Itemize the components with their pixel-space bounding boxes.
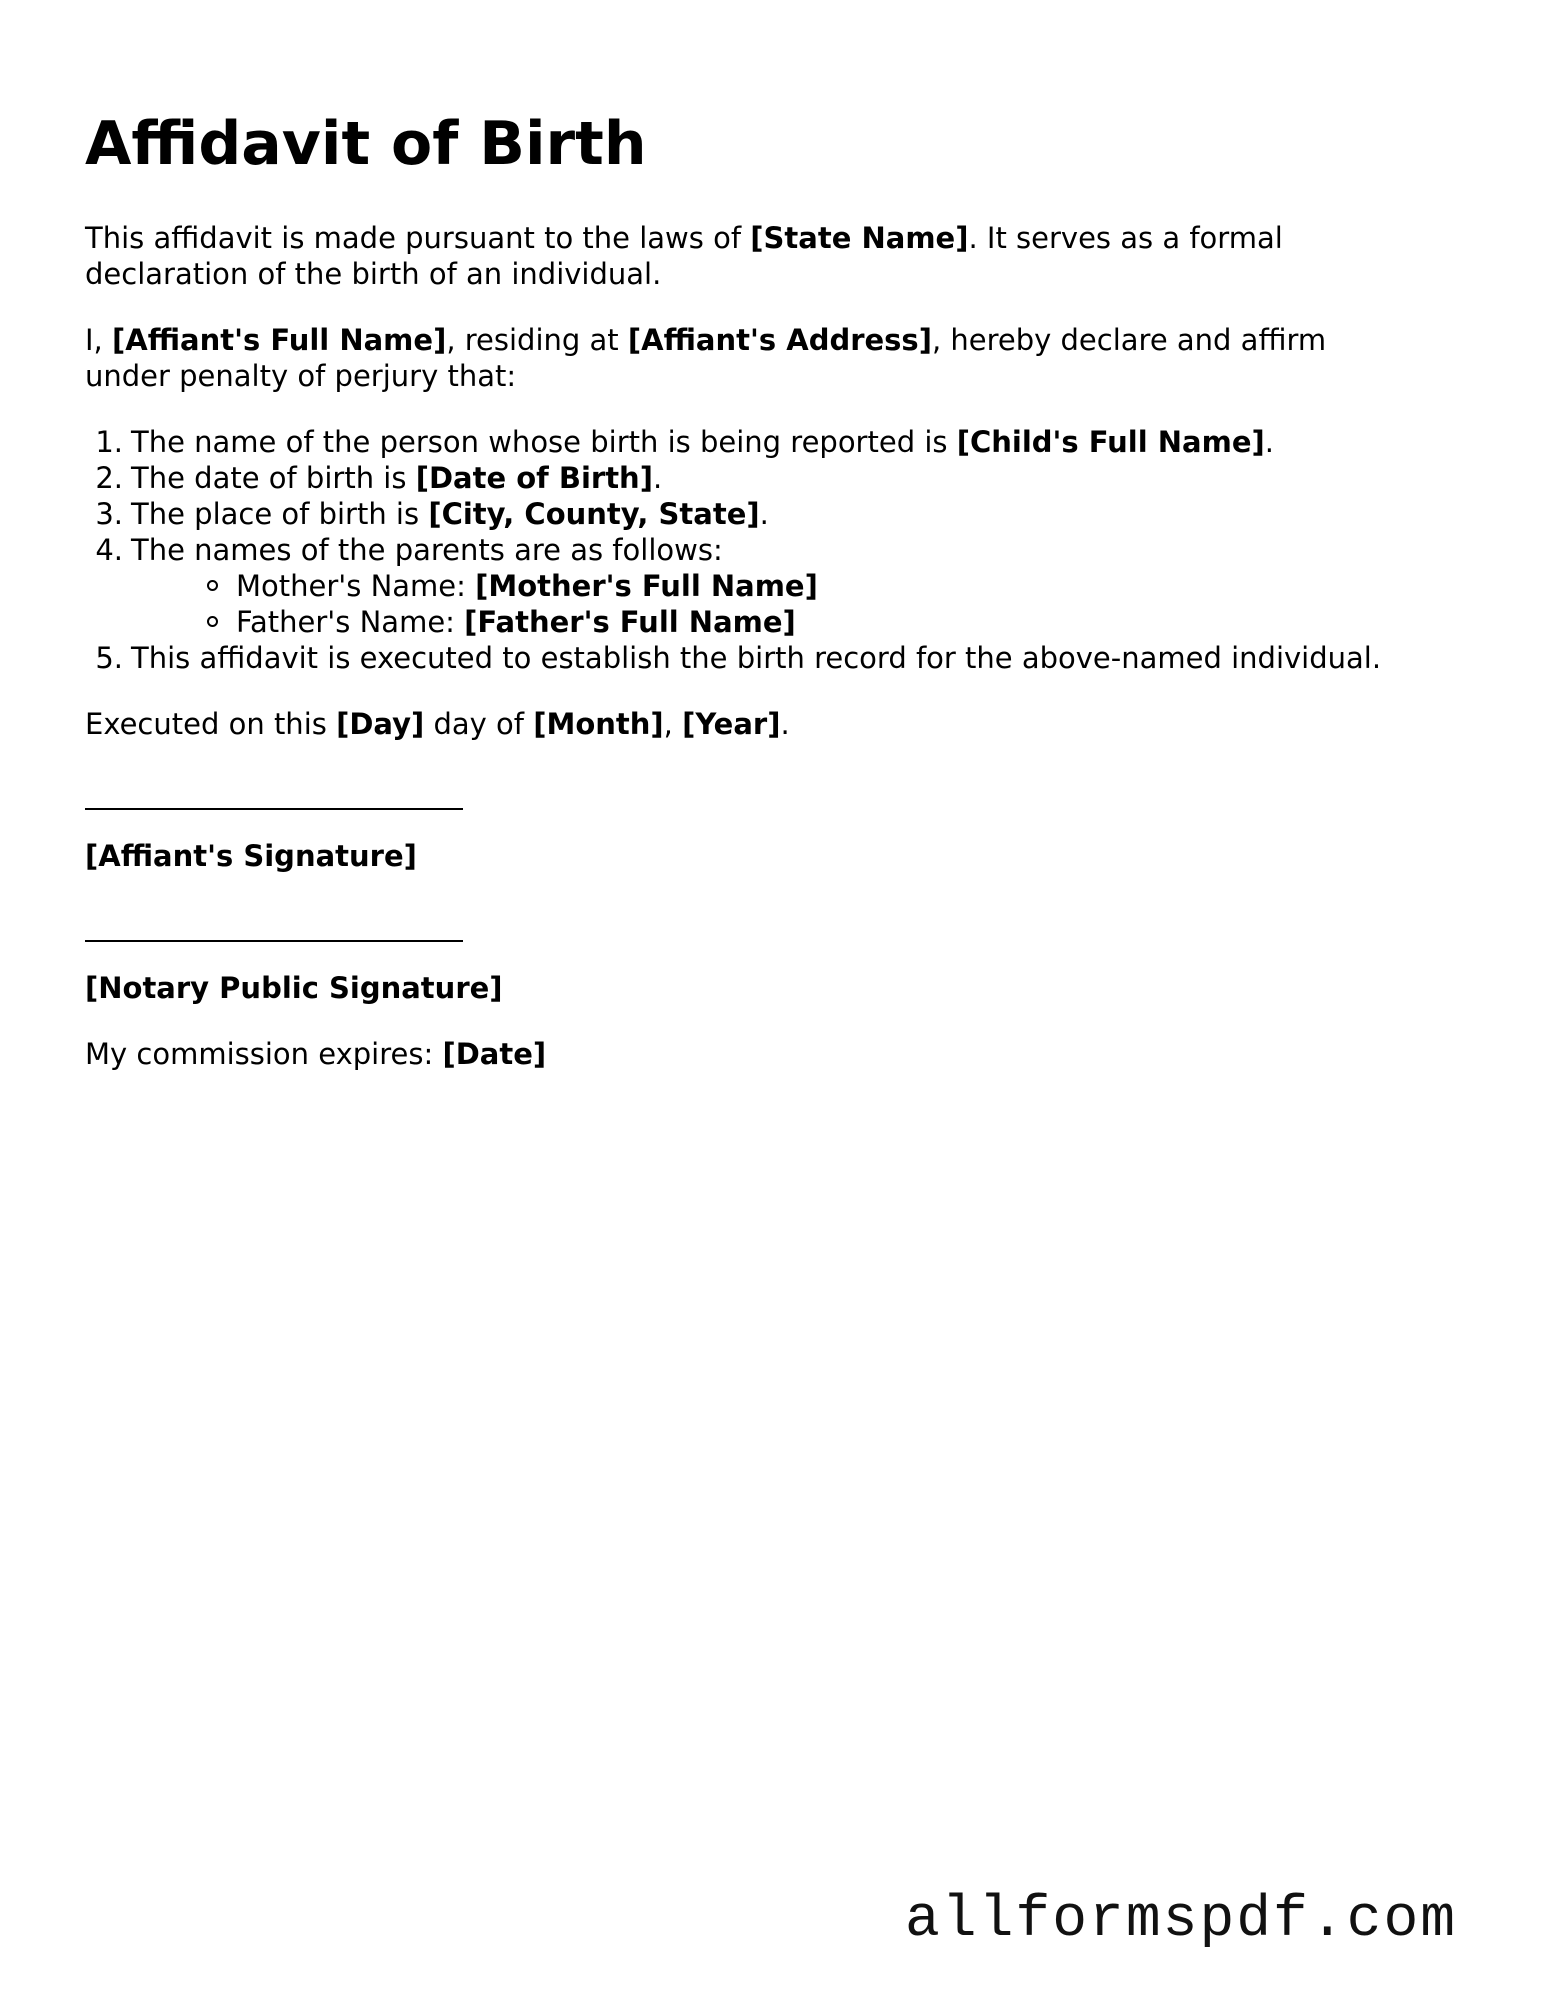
circle-bullet-icon [207,580,218,591]
affiant-name-field: [Affiant's Full Name] [112,323,447,357]
child-name-field: [Child's Full Name] [956,425,1265,459]
commission-line: My commission expires: [Date] [85,1037,547,1071]
affiant-signature-line [85,808,463,810]
notary-signature-label: [Notary Public Signature] [85,971,503,1005]
watermark: allformspdf.com [905,1888,1458,1953]
date-of-birth-field: [Date of Birth] [415,461,653,495]
affiant-address-field: [Affiant's Address] [627,323,932,357]
list-item: 2. The date of birth is [Date of Birth]. [95,461,663,495]
circle-bullet-icon [207,616,218,627]
list-item: 3. The place of birth is [City, County, State]. [95,497,769,531]
commission-date-field: [Date] [442,1037,547,1071]
declaration-paragraph: I, [Affiant's Full Name], residing at [Affiant's Address], hereby declare and affirm under penalty of perjury that: [85,323,1327,393]
list-item: 4. The names of the parents are as follows: [95,533,723,567]
executed-line: Executed on this [Day] day of [Month], [Year]. [85,707,790,741]
place-of-birth-field: [City, County, State] [428,497,760,531]
sub-list-item-father: Father's Name: [Father's Full Name] [207,604,796,640]
sub-list-item-mother: Mother's Name: [Mother's Full Name] [207,568,818,604]
month-field: [Month] [533,707,664,741]
affiant-signature-label: [Affiant's Signature] [85,839,417,873]
notary-signature-line [85,940,463,942]
intro-paragraph: This affidavit is made pursuant to the laws of [State Name]. It serves as a formal declaration of the birth of an individual. [85,221,1283,291]
list-item: 1. The name of the person whose birth is being reported is [Child's Full Name]. [95,425,1274,459]
father-name-field: [Father's Full Name] [464,605,796,639]
day-field: [Day] [336,707,425,741]
list-item: 5. This affidavit is executed to establish the birth record for the above-named individual. [95,641,1382,675]
page-title: Affidavit of Birth [85,109,647,179]
mother-name-field: [Mother's Full Name] [475,569,818,603]
year-field: [Year] [682,707,781,741]
state-name-field: [State Name] [750,221,969,255]
